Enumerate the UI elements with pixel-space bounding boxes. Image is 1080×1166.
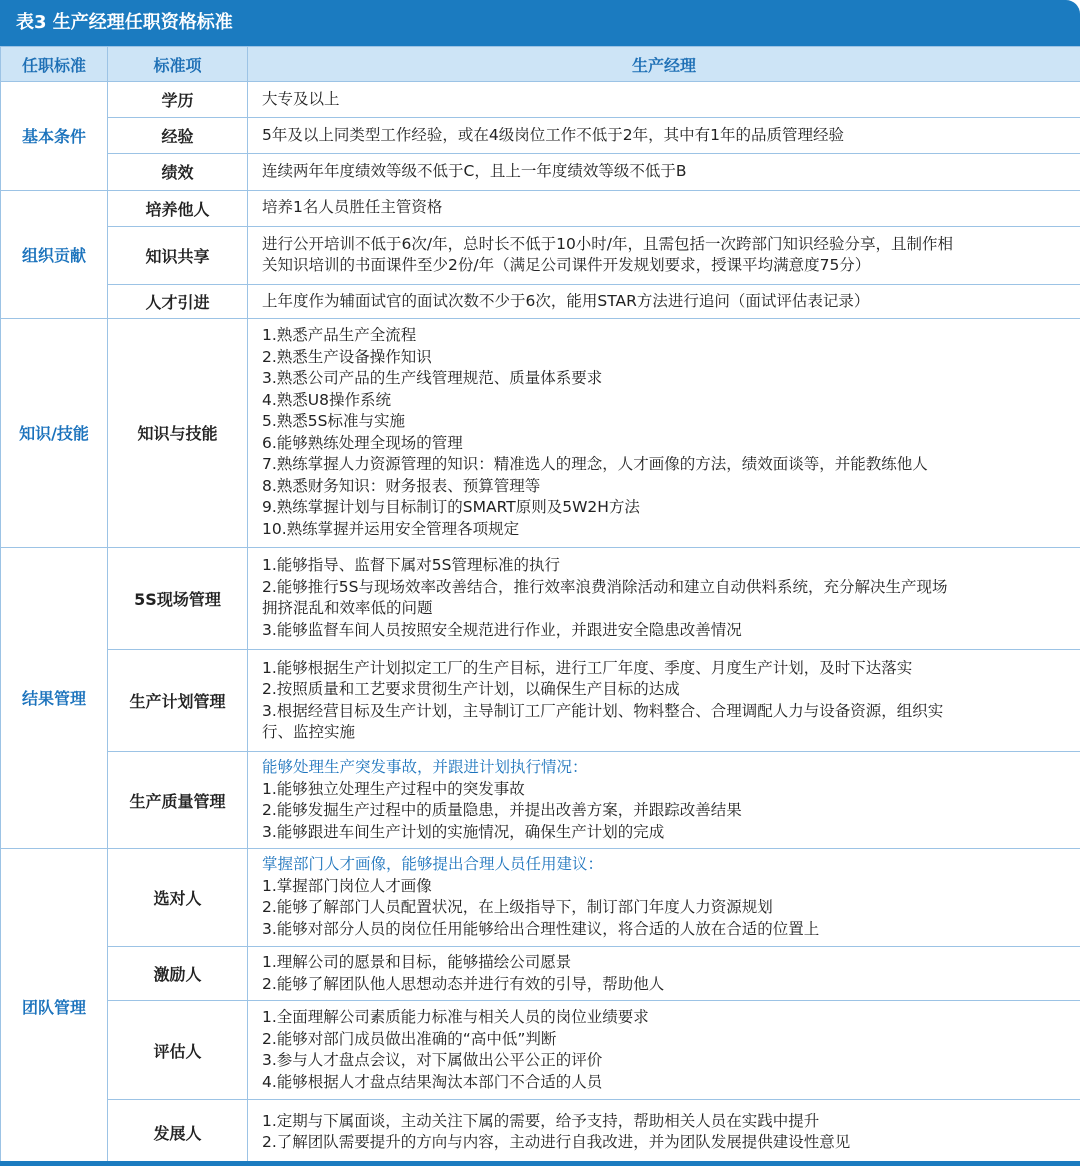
standard-item-cell: 评估人 — [108, 1001, 248, 1099]
requirement-line: 连续两年年度绩效等级不低于C，且上一年度绩效等级不低于B — [262, 162, 687, 181]
standard-item-cell: 培养他人 — [108, 190, 248, 226]
table-row — [1, 1099, 1080, 1165]
table-row — [1, 82, 1080, 118]
category-cell: 知识/技能 — [1, 318, 108, 547]
table-row — [1, 547, 1080, 649]
requirement-line: 1.能够指导、监督下属对5S管理标准的执行 — [262, 556, 560, 575]
requirement-line: 8.熟悉财务知识：财务报表、预算管理等 — [262, 476, 541, 495]
requirement-line: 5年及以上同类型工作经验，或在4级岗位工作不低于2年，其中有1年的品质管理经验 — [262, 126, 844, 145]
bottom-rule — [0, 1161, 1080, 1166]
requirement-line: 2.能够推行5S与现场效率改善结合，推行效率浪费消除活动和建立自动供料系统，充分解决生产现场 — [262, 577, 948, 596]
requirement-cell — [248, 318, 1080, 547]
requirement-line: 进行公开培训不低于6次/年，总时长不低于10小时/年，且需包括一次跨部门知识经验分享，且制作相 — [262, 234, 954, 253]
requirement-line: 4.能够根据人才盘点结果淘汰本部门不合适的人员 — [262, 1072, 603, 1091]
standard-item-cell: 绩效 — [108, 154, 248, 190]
standard-item-cell: 生产质量管理 — [108, 752, 248, 848]
standard-item-cell: 发展人 — [108, 1099, 248, 1165]
requirement-line: 1.理解公司的愿景和目标，能够描绘公司愿景 — [262, 953, 572, 972]
table-row — [1, 947, 1080, 1001]
standard-item-cell: 激励人 — [108, 947, 248, 1001]
requirement-cell — [248, 947, 1080, 1001]
table-row — [1, 118, 1080, 154]
standard-item-cell: 人才引进 — [108, 284, 248, 318]
requirement-cell — [248, 284, 1080, 318]
standard-item-cell: 学历 — [108, 82, 248, 118]
requirement-cell — [248, 752, 1080, 848]
requirement-line: 1.定期与下属面谈，主动关注下属的需要，给予支持，帮助相关人员在实践中提升 — [262, 1111, 820, 1130]
requirement-cell — [248, 547, 1080, 649]
category-cell: 基本条件 — [1, 82, 108, 190]
category-cell: 团队管理 — [1, 848, 108, 1165]
table-row — [1, 1001, 1080, 1099]
requirement-line: 1.能够根据生产计划拟定工厂的生产目标，进行工厂年度、季度、月度生产计划，及时下达落实 — [262, 658, 913, 677]
requirement-line: 2.能够了解部门人员配置状况，在上级指导下，制订部门年度人力资源规划 — [262, 898, 773, 917]
requirement-line: 1.全面理解公司素质能力标准与相关人员的岗位业绩要求 — [262, 1008, 649, 1027]
requirement-line: 9.熟练掌握计划与目标制订的SMART原则及5W2H方法 — [262, 498, 640, 517]
requirement-line: 2.能够对部门成员做出准确的“高中低”判断 — [262, 1029, 557, 1048]
requirement-line: 培养1名人员胜任主管资格 — [262, 198, 443, 217]
standard-item-cell: 生产计划管理 — [108, 650, 248, 752]
standard-item-cell: 知识共享 — [108, 226, 248, 284]
requirement-cell — [248, 650, 1080, 752]
table-row — [1, 650, 1080, 752]
requirement-lead: 掌握部门人才画像，能够提出合理人员任用建议： — [262, 855, 604, 874]
table-title: 表3 生产经理任职资格标准 — [0, 0, 1080, 46]
requirement-line: 3.能够对部分人员的岗位任用能够给出合理性建议，将合适的人放在合适的位置上 — [262, 919, 820, 938]
requirement-line: 1.掌握部门岗位人才画像 — [262, 876, 432, 895]
requirement-line: 行、监控实施 — [262, 723, 356, 742]
requirement-line: 1.熟悉产品生产全流程 — [262, 326, 417, 345]
requirement-cell — [248, 1001, 1080, 1099]
requirement-cell — [248, 82, 1080, 118]
requirement-line: 3.熟悉公司产品的生产线管理规范、质量体系要求 — [262, 369, 603, 388]
requirement-cell — [248, 118, 1080, 154]
requirement-line: 1.能够独立处理生产过程中的突发事故 — [262, 779, 525, 798]
table-row — [1, 154, 1080, 190]
requirement-line: 3.能够跟进车间生产计划的实施情况，确保生产计划的完成 — [262, 822, 665, 841]
requirement-line: 关知识培训的书面课件至少2份/年（满足公司课件开发规划要求，授课平均满意度75分） — [262, 256, 871, 275]
qualification-table — [0, 46, 1080, 1166]
requirement-line: 大专及以上 — [262, 89, 340, 108]
requirement-line: 2.能够了解团队他人思想动态并进行有效的引导，帮助他人 — [262, 974, 665, 993]
category-cell: 结果管理 — [1, 547, 108, 848]
table-row — [1, 752, 1080, 848]
requirement-lead: 能够处理生产突发事故，并跟进计划执行情况： — [262, 758, 588, 777]
requirement-line: 4.熟悉U8操作系统 — [262, 390, 391, 409]
requirement-cell — [248, 1099, 1080, 1165]
requirement-line: 拥挤混乱和效率低的问题 — [262, 599, 433, 618]
table-row — [1, 848, 1080, 946]
requirement-cell — [248, 190, 1080, 226]
requirement-cell — [248, 154, 1080, 190]
requirement-line: 3.参与人才盘点会议，对下属做出公平公正的评价 — [262, 1051, 603, 1070]
requirement-line: 2.能够发掘生产过程中的质量隐患，并提出改善方案，并跟踪改善结果 — [262, 801, 742, 820]
requirement-line: 5.熟悉5S标准与实施 — [262, 412, 405, 431]
standard-item-cell: 知识与技能 — [108, 318, 248, 547]
requirement-cell — [248, 848, 1080, 946]
table-row — [1, 226, 1080, 284]
table-row — [1, 190, 1080, 226]
standard-item-cell: 5S现场管理 — [108, 547, 248, 649]
requirement-line: 6.能够熟练处理全现场的管理 — [262, 433, 463, 452]
table-row — [1, 284, 1080, 318]
header-item: 标准项 — [108, 47, 248, 82]
requirement-cell — [248, 226, 1080, 284]
header-production-manager: 生产经理 — [248, 47, 1080, 82]
category-cell: 组织贡献 — [1, 190, 108, 318]
requirement-line: 3.能够监督车间人员按照安全规范进行作业，并跟进安全隐患改善情况 — [262, 620, 742, 639]
header-criteria: 任职标准 — [1, 47, 108, 82]
standard-item-cell: 经验 — [108, 118, 248, 154]
requirement-line: 10.熟练掌握并运用安全管理各项规定 — [262, 519, 520, 538]
header-row — [1, 47, 1080, 82]
table-row — [1, 318, 1080, 547]
requirement-line: 上年度作为辅面试官的面试次数不少于6次，能用STAR方法进行追问（面试评估表记录） — [262, 291, 870, 310]
requirement-line: 3.根据经营目标及生产计划，主导制订工厂产能计划、物料整合、合理调配人力与设备资源，组织实 — [262, 701, 944, 720]
standard-item-cell: 选对人 — [108, 848, 248, 946]
requirement-line: 2.熟悉生产设备操作知识 — [262, 347, 432, 366]
requirement-line: 7.熟练掌握人力资源管理的知识：精准选人的理念，人才画像的方法，绩效面谈等，并能教练他人 — [262, 455, 928, 474]
requirement-line: 2.按照质量和工艺要求贯彻生产计划，以确保生产目标的达成 — [262, 680, 680, 699]
requirement-line: 2.了解团队需要提升的方向与内容，主动进行自我改进，并为团队发展提供建设性意见 — [262, 1133, 851, 1152]
